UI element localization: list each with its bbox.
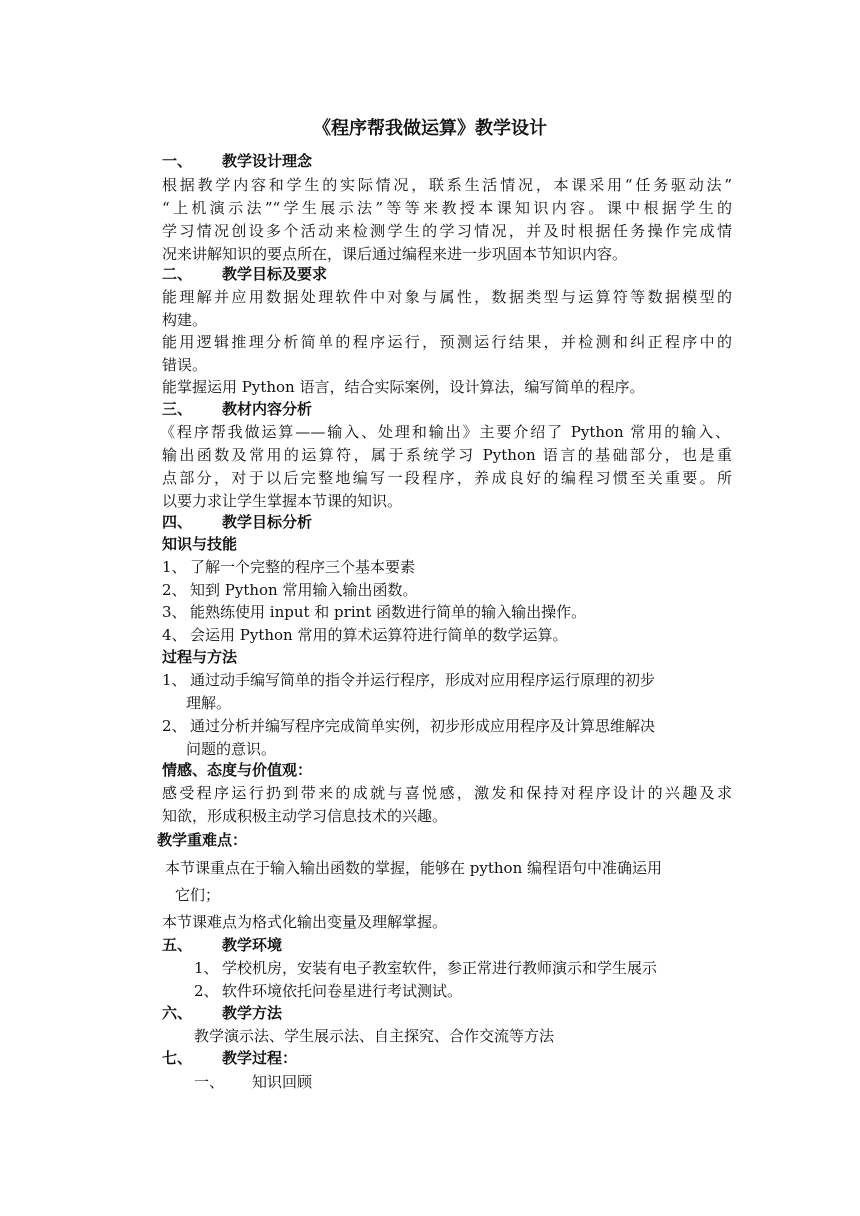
environment-item-1-number: 1、 bbox=[194, 959, 219, 977]
section-2-line-3: 能用逻辑推理分析简单的程序运行，预测运行结果，并检测和纠正程序中的 bbox=[162, 333, 732, 351]
environment-item-2-number: 2、 bbox=[194, 982, 219, 1000]
section-4-title: 教学目标分析 bbox=[222, 513, 313, 531]
keypoints-line-3: 本节课难点为格式化输出变量及理解掌握。 bbox=[162, 913, 448, 931]
section-3-title: 教材内容分析 bbox=[222, 400, 313, 418]
section-3-line-1: 《程序帮我做运算——输入、处理和输出》主要介绍了 Python 常用的输入、 bbox=[160, 423, 730, 441]
knowledge-item-1-text: 了解一个完整的程序三个基本要素 bbox=[190, 558, 416, 576]
process-item-1 bbox=[162, 669, 655, 691]
section-2-heading bbox=[162, 263, 327, 285]
process-item-2-text: 通过分析并编写程序完成简单实例，初步形成应用程序及计算思维解决 bbox=[190, 717, 656, 735]
keypoints-line-1: 本节课重点在于输入输出函数的掌握，能够在 python 编程语句中准确运用 bbox=[165, 859, 662, 877]
document-title: 《程序帮我做运算》教学设计 bbox=[313, 118, 547, 139]
section-6-heading bbox=[162, 1002, 282, 1024]
process-item-2-continuation: 问题的意识。 bbox=[186, 740, 277, 758]
keypoints-heading: 教学重难点： bbox=[157, 831, 248, 849]
section-7-title: 教学过程： bbox=[222, 1049, 298, 1067]
knowledge-item-2-text: 知到 Python 常用输入输出函数。 bbox=[190, 581, 418, 599]
process-subsection-1-number: 一、 bbox=[194, 1073, 225, 1091]
process-item-2 bbox=[162, 715, 655, 737]
knowledge-item-3-text: 能熟练使用 input 和 print 函数进行简单的输入输出操作。 bbox=[190, 603, 587, 621]
section-1-title: 教学设计理念 bbox=[222, 152, 313, 170]
section-4-number: 四、 bbox=[162, 513, 193, 531]
methods-text: 教学演示法、学生展示法、自主探究、合作交流等方法 bbox=[194, 1027, 555, 1045]
knowledge-item-3-number: 3、 bbox=[162, 603, 187, 621]
section-1-line-4: 况来讲解知识的要点所在，课后通过编程来进一步巩固本节知识内容。 bbox=[162, 245, 628, 263]
section-3-line-3: 点部分，对于以后完整地编写一段程序，养成良好的编程习惯至关重要。所 bbox=[162, 469, 732, 487]
process-method-heading: 过程与方法 bbox=[162, 648, 238, 666]
section-2-line-2: 构建。 bbox=[162, 311, 208, 329]
section-7-number: 七、 bbox=[162, 1049, 193, 1067]
section-2-line-5: 能掌握运用 Python 语言，结合实际案例，设计算法，编写简单的程序。 bbox=[162, 378, 645, 396]
section-4-heading bbox=[162, 511, 312, 533]
environment-item-2-text: 软件环境依托问卷星进行考试测试。 bbox=[222, 982, 463, 1000]
environment-item-1-text: 学校机房，安装有电子教室软件，参正常进行教师演示和学生展示 bbox=[222, 959, 658, 977]
section-6-number: 六、 bbox=[162, 1004, 193, 1022]
knowledge-item-1-number: 1、 bbox=[162, 558, 187, 576]
section-2-number: 二、 bbox=[162, 265, 193, 283]
process-item-2-number: 2、 bbox=[162, 717, 187, 735]
emotion-line-2: 知欲，形成积极主动学习信息技术的兴趣。 bbox=[162, 807, 448, 825]
knowledge-item-1 bbox=[162, 556, 415, 578]
knowledge-item-3 bbox=[162, 601, 586, 623]
knowledge-item-4 bbox=[162, 624, 568, 646]
section-3-line-4: 以要力求让学生掌握本节课的知识。 bbox=[162, 492, 403, 510]
section-1-heading bbox=[162, 150, 312, 172]
process-item-1-number: 1、 bbox=[162, 671, 187, 689]
process-item-1-continuation: 理解。 bbox=[186, 694, 232, 712]
section-2-line-1: 能理解并应用数据处理软件中对象与属性，数据类型与运算符等数据模型的 bbox=[162, 288, 732, 306]
section-5-title: 教学环境 bbox=[222, 936, 283, 954]
section-1-line-2: “上机演示法”“学生展示法”等等来教授本课知识内容。课中根据学生的 bbox=[162, 199, 732, 217]
knowledge-item-2 bbox=[162, 579, 417, 601]
emotion-heading: 情感、态度与价值观： bbox=[162, 761, 313, 779]
section-3-heading bbox=[162, 398, 312, 420]
section-6-title: 教学方法 bbox=[222, 1004, 283, 1022]
environment-item-2 bbox=[194, 980, 462, 1002]
section-3-line-2: 输出函数及常用的运算符，属于系统学习 Python 语言的基础部分，也是重 bbox=[162, 446, 732, 464]
emotion-line-1: 感受程序运行扔到带来的成就与喜悦感，激发和保持对程序设计的兴趣及求 bbox=[162, 784, 732, 802]
section-5-number: 五、 bbox=[162, 936, 193, 954]
section-7-heading bbox=[162, 1047, 297, 1069]
keypoints-line-2: 它们； bbox=[175, 886, 221, 904]
knowledge-skills-heading: 知识与技能 bbox=[162, 535, 238, 553]
section-1-number: 一、 bbox=[162, 152, 193, 170]
environment-item-1 bbox=[194, 957, 657, 979]
section-3-number: 三、 bbox=[162, 400, 193, 418]
knowledge-item-4-text: 会运用 Python 常用的算术运算符进行简单的数学运算。 bbox=[190, 626, 568, 644]
knowledge-item-4-number: 4、 bbox=[162, 626, 187, 644]
knowledge-item-2-number: 2、 bbox=[162, 581, 187, 599]
section-1-line-1: 根据教学内容和学生的实际情况，联系生活情况，本课采用“任务驱动法” bbox=[162, 176, 732, 194]
process-subsection-1-title: 知识回顾 bbox=[252, 1073, 313, 1091]
section-5-heading bbox=[162, 934, 282, 956]
process-item-1-text: 通过动手编写简单的指令并运行程序，形成对应用程序运行原理的初步 bbox=[190, 671, 656, 689]
section-2-line-4: 错误。 bbox=[162, 356, 208, 374]
section-1-line-3: 学习情况创设多个活动来检测学生的学习情况，并及时根据任务操作完成情 bbox=[162, 222, 732, 240]
process-subsection-1 bbox=[194, 1071, 312, 1093]
section-2-title: 教学目标及要求 bbox=[222, 265, 328, 283]
